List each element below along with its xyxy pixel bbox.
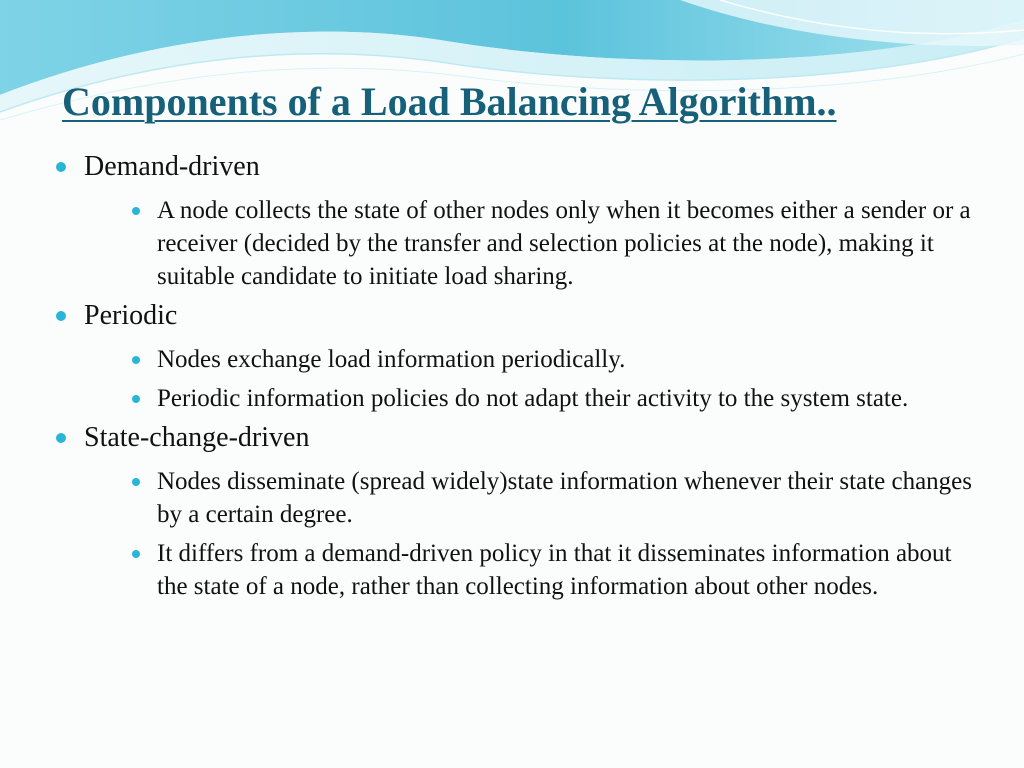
sub-list-item-text: It differs from a demand-driven policy in that it disseminates information about the state of a node, rather than collecting information about other nodes.	[157, 540, 952, 600]
sub-list-item-text: A node collects the state of other nodes only when it becomes either a sender or a receiver (decided by the transfer and selection policies at the node), making it suitable candidate to initiate load sharing.	[157, 197, 971, 290]
sub-list-item	[124, 343, 972, 376]
bullet-icon	[56, 162, 66, 172]
bullet-icon	[132, 478, 140, 486]
sub-list-item-text: Nodes exchange load information periodically.	[157, 346, 626, 373]
sub-list	[84, 343, 972, 415]
list-item-demand-driven	[52, 150, 972, 293]
sub-list-item	[124, 537, 972, 603]
sub-list	[84, 465, 972, 603]
sub-list-item	[124, 465, 972, 531]
bullet-icon	[56, 433, 66, 443]
bullet-icon	[132, 395, 140, 403]
sub-list-item-text: Nodes disseminate (spread widely)state information whenever their state changes by a certain degree.	[157, 468, 973, 528]
sub-list	[84, 194, 972, 293]
list-item-state-change-driven	[52, 421, 972, 603]
list-item-label: Periodic	[84, 300, 178, 331]
bullet-icon	[132, 207, 140, 215]
list-item-label: State-change-driven	[84, 422, 310, 453]
list-item-periodic	[52, 299, 972, 415]
list-item-label: Demand-driven	[84, 151, 260, 182]
sub-list-item	[124, 194, 972, 293]
bullet-icon	[132, 356, 140, 364]
bullet-icon	[56, 311, 66, 321]
slide-title: Components of a Load Balancing Algorithm..	[62, 79, 837, 124]
sub-list-item-text: Periodic information policies do not adapt their activity to the system state.	[157, 385, 909, 412]
bullet-list	[52, 150, 972, 609]
bullet-icon	[132, 550, 140, 558]
sub-list-item	[124, 382, 972, 415]
